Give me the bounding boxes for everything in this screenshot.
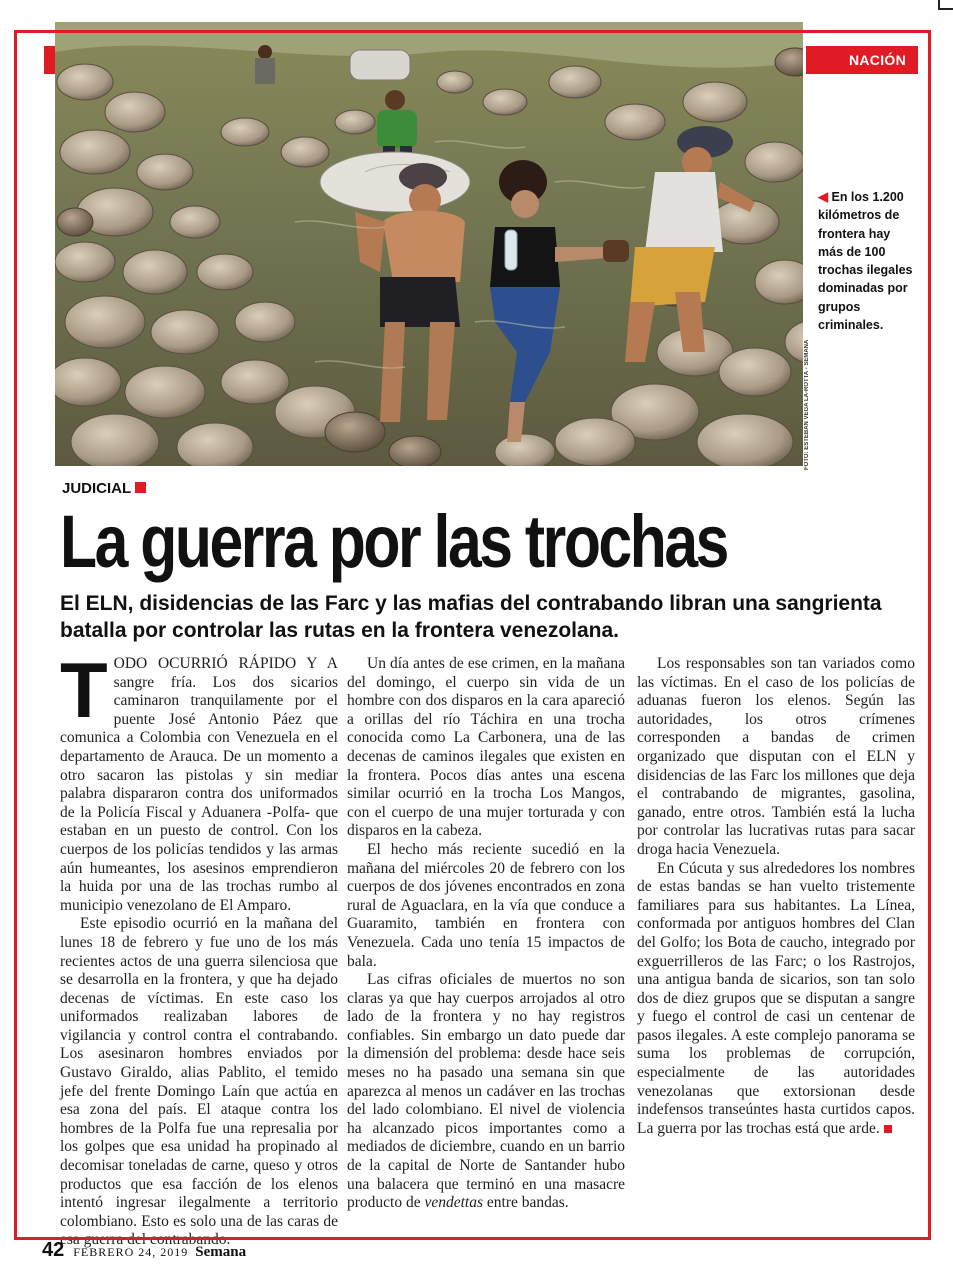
- paragraph-4: El hecho más reciente sucedió en la mañana del miércoles 20 de febrero con los cuerpos de dos jóvenes encontrados en zona rural de Aguaclara, en la vía que conduce a Guaramito, también en frontera con Venezuela. Cada uno tenía 15 impactos de bala.: [347, 840, 625, 970]
- river-crossing-photo: [55, 22, 803, 466]
- deck: El ELN, disidencias de las Farc y las mafias del contrabando libran una sangrienta batalla por controlar las rutas en la frontera venezolana.: [60, 592, 882, 642]
- headline: La guerra por las trochas: [60, 500, 727, 583]
- crop-mark: [938, 0, 953, 10]
- magazine-name: Semana: [195, 1244, 247, 1260]
- article-column-2: [347, 655, 625, 1213]
- kicker: [62, 480, 146, 497]
- paragraph-5-end: entre bandas.: [483, 1194, 569, 1212]
- page-number: 42: [42, 1239, 65, 1261]
- paragraph-5-italic: vendettas: [424, 1194, 484, 1212]
- section-tag-accent: [44, 46, 55, 74]
- kicker-square-icon: [135, 482, 146, 493]
- paragraph-1: [60, 646, 338, 915]
- paragraph-5: [347, 971, 625, 1213]
- paragraph-6: Los responsables son tan variados como las víctimas. En el caso de los policías de aduanas fueron los elenos. Según las autoridades, los otros crímenes corresponden a bandas de crimen organizado que disputan con el ELN y disidencias de las Farc los millones que deja el contrabando de migrantes, gasolina, ganado, entre otros. También está la lucha por controlar las lucrativas rutas para sacar droga hacia Venezuela.: [637, 655, 915, 858]
- drop-cap: T: [60, 646, 108, 734]
- issue-date: FEBRERO 24, 2019: [73, 1245, 189, 1259]
- caption-arrow-icon: ◀: [818, 189, 828, 204]
- photo-caption: [818, 188, 918, 334]
- kicker-label: JUDICIAL: [62, 480, 132, 497]
- folio: [42, 1239, 246, 1262]
- photo-credit: FOTO: ESTEBAN VEGA LA-ROTTA - SEMANA: [804, 339, 810, 470]
- article-column-1: [60, 646, 338, 1250]
- paragraph-7-text: En Cúcuta y sus alrededores los nombres de estas bandas se han vuelto tristemente familiares para sus habitantes. La Línea, conformada por antiguos hombres del Clan del Golfo; los Bota de caucho, integrado por exguerrilleros de las Farc; o los Rastrojos, una antigua banda de sicarios, son tan solo dos de diez grupos que se disputan a sangre y fuego el control de casi un centenar de pasos ilegales. A este complejo panorama se suma los problemas de corrupción, especialmente de las autoridades venezolanas que extorsionan desde indefensos transeúntes hasta curtidos capos. La guerra por las trochas está que arde.: [637, 859, 915, 1137]
- end-mark-icon: [884, 1125, 892, 1133]
- paragraph-2: Este episodio ocurrió en la mañana del lunes 18 de febrero y fue uno de los más recientes actos de una guerra silenciosa que se desarrolla en la frontera, y que ha dejado decenas de víctimas. En este caso los uniformados realizaban labores de vigilancia y control contra el contrabando. Los asesinaron hombres enviados por Gustavo Giraldo, alias Pablito, el temido jefe del frente Domingo Laín que actúa en esa zona del país. El ataque contra los hombres de la Polfa fue una represalia por los golpes que esa unidad ha propinado al decomisar toneladas de carne, queso y otros productos que esa facción de los elenos intentó ingresar ilegalmente a territorio colombiano. Esto es solo una de las caras de esa guerra del contrabando.: [60, 915, 338, 1249]
- paragraph-7: [637, 860, 915, 1139]
- section-tag: NACIÓN: [806, 46, 918, 74]
- paragraph-5-text: Las cifras oficiales de muertos no son claras ya que hay cuerpos arrojados al otro lado de la frontera y no hay registros confiables. Sin embargo un dato puede dar la dimensión del problema: desde hace seis meses no ha pasado una semana sin que aparezca al menos un cadáver en las trochas del lado colombiano. El nivel de violencia ha alcanzado picos importantes como a mediados de diciembre, cuando en un barrio de la capital de Norte de Santander hubo una balacera que terminó en una masacre producto de: [347, 971, 625, 1212]
- paragraph-3: Un día antes de ese crimen, en la mañana del domingo, el cuerpo sin vida de un hombre con dos disparos en la cara apareció a orillas del río Táchira en una trocha conocida como La Carbonera, una de las decenas de caminos ilegales que existen en la frontera. Pocos días antes una escena similar ocurrió en la trocha Los Mangos, con el cuerpo de una mujer torturada y con disparos en la cabeza.: [347, 655, 625, 840]
- paragraph-1-text: ODO OCURRIÓ RÁPIDO Y A sangre fría. Los dos sicarios caminaron tranquilamente por el puente José Antonio Páez que comunica a Colombia con Venezuela en el departamento de Arauca. De un momento a otro sacaron las pistolas y sin mediar palabra dispararon contra dos uniformados de la Policía Fiscal y Aduanera -Polfa- que estaban en un puesto de control. Con los cuerpos de los policías tendidos y las armas aún humeantes, los asesinos emprendieron la huida por una de las trochas rumbo al municipio venezolano de El Amparo.: [60, 655, 338, 914]
- article-column-3: [637, 655, 915, 1138]
- caption-text: En los 1.200 kilómetros de frontera hay más de 100 trochas ilegales dominadas por grupos criminales.: [818, 190, 913, 333]
